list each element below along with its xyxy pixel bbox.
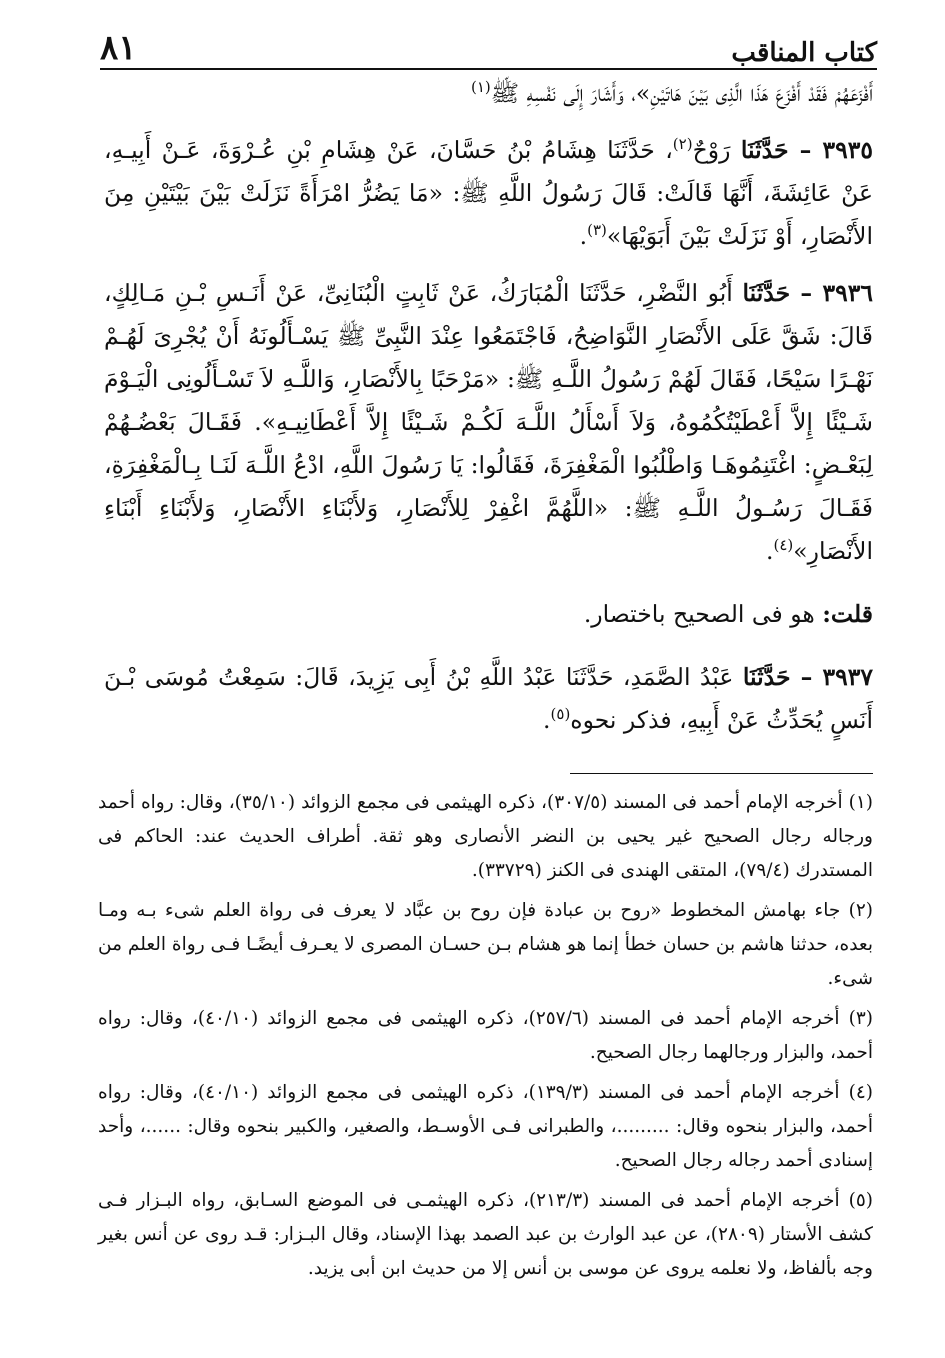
hadith-number: ٣٩٣٥	[822, 136, 873, 164]
footnote-number: (٢)	[848, 900, 873, 921]
footnote-ref: (٣)	[587, 221, 607, 240]
footnote-4: (٤) أخرجه الإمام أحمد فى المسند (١٣٩/٣)، ذكره الهيثمى فى مجمع الزوائد (٤٠/١٠)، وقال: رواه أحمد، والبزار بنحوه وقال: .........، والطبرانى فـى الأوسـط، والصغير، والكبير بنحوه وقال: ......، وأحد إسنادى أحمد رجاله رجال الصحيح.	[98, 1082, 873, 1171]
footnote-number: (٥)	[848, 1190, 873, 1211]
footnote-number: (٣)	[848, 1008, 873, 1029]
hadith-number: ٣٩٣٧	[822, 663, 874, 691]
isnad-opener: حَدَّثَنَا	[742, 663, 791, 691]
main-text	[104, 72, 873, 742]
footnotes	[98, 786, 873, 1292]
footnote-5: (٥) أخرجه الإمام أحمد فى المسند (٢١٣/٣)، ذكره الهيثمـى فى الموضع السـابق، رواه البـزار فـى كشف الأستار (٢٨٠٩)، عن عبد الوارث بن عبد الصمد بهذا الإسناد، وقال البـزار: قـد روى عن أنس بغير وجه بألفاظ، ولا نعلمه يروى عن موسى بن أنس إلا من حديث ابن أبى يزيد.	[98, 1190, 873, 1279]
hadith-3935: ٣٩٣٥ – حَدَّثَنَا رَوْحٌ$^{(٢)}$، حَدَّثَنَا هِشَامُ بْنُ حَسَّانَ، عَنْ هِشَامِ بْنِ عُـرْوَةَ، عَـنْ أَبِيـهِ، عَنْ عَائِشَةَ، أَنَّهَا قَالَتْ: قَالَ رَسُولُ اللَّهِ ﷺ: «مَا يَضُرُّ امْرَأَةً نَزَلَتْ بَيْنَ بَيْتَيْنِ مِنَ الأَنْصَارِ، أَوْ نَزَلَتْ بَيْنَ أَبَوَيْهَا»$^{(٣)}$.	[104, 135, 873, 250]
isnad-opener: حَدَّثَنَا	[742, 279, 791, 307]
header-rule	[100, 68, 877, 70]
footnote-number: (١)	[848, 792, 873, 813]
book-title: كتاب المناقب	[731, 38, 877, 68]
qult-label: قلت:	[822, 600, 873, 628]
footnote-1: (١) أخرجه الإمام أحمد فى المسند (٣٠٧/٥)، ذكره الهيثمى فى مجمع الزوائد (٣٥/١٠)، وقال: رواه أحمد ورجاله رجال الصحيح غير يحيى بن النضر الأنصارى وهو ثقة. أطراف الحديث عند: الحاكم فى المستدرك (٧٩/٤)، المتقى الهندى فى الكنز (٣٣٧٢٩).	[98, 792, 873, 881]
continuation-paragraph: أَفْزَعَهُمْ فَقَدْ أَفْزَعَ هَذَا الَّذِى بَيْنَ هَاتَيْنِ»، وَأَشَارَ إِلَى نَفْسِهِ ﷺ$^{(١)}$	[470, 78, 873, 107]
footnote-ref: (١)	[470, 78, 491, 97]
footnote-3: (٣) أخرجه الإمام أحمد فى المسند (٢٥٧/٦)، ذكره الهيثمى فى مجمع الزوائد (٤٠/١٠)، وقال: رواه أحمد، والبزار ورجالهما رجال الصحيح.	[98, 1008, 873, 1063]
page-number: ٨١	[100, 28, 137, 68]
footnote-ref: (٤)	[773, 536, 794, 555]
footnote-2: (٢) جاء بهامش المخطوط «روح بن عبادة فإن روح بن عبَّاد لا يعرف فى رواة العلم شىء بـه ومـا بعده، حدثنا هاشم بن حسان خطأ إنما هو هشام بـن حسـان المصرى لا يعـرف أيضًـا فـى رواة العلم من شىء.	[98, 900, 873, 989]
hadith-3937: ٣٩٣٧ – حَدَّثَنَا عَبْدُ الصَّمَدِ، حَدَّثَنَا عَبْدُ اللَّهِ بْنُ أَبِى يَزِيدَ، قَالَ: سَمِعْتُ مُوسَى بْـنَ أَنَسٍ يُحَدِّثُ عَنْ أَبِيهِ، فذكر نحوه$^{(٥)}$.	[104, 663, 874, 734]
isnad-opener: حَدَّثَنَا	[740, 136, 789, 164]
hadith-number: ٣٩٣٦	[822, 279, 873, 307]
footnote-separator	[570, 773, 873, 774]
footnote-ref: (٥)	[550, 705, 571, 724]
hadith-3936: ٣٩٣٦ – حَدَّثَنَا أَبُو النَّضْرِ، حَدَّثَنَا الْمُبَارَكُ، عَنْ ثَابِتٍ الْبُنَانِىِّ، عَنْ أَنَـسِ بْـنِ مَـالِكٍ، قَالَ: شَقَّ عَلَى الأَنْصَارِ النَّوَاضِحُ، فَاجْتَمَعُوا عِنْدَ النَّبِىِّ ﷺ يَسْـأَلُونَهُ أَنْ يُجْرِىَ لَهُـمْ نَهْـرًا سَيْحًا، فَقَالَ لَهُمْ رَسُولُ اللَّـهِ ﷺ: «مَرْحَبًا بِالأَنْصَارِ، وَاللَّـهِ لاَ تَسْـأَلُونِى الْيَـوْمَ شَـيْئًا إِلاَّ أَعْطَيْتُكُمُوهُ، وَلاَ أَسْأَلُ اللَّـهَ لَكُـمْ شَـيْئًا إِلاَّ أَعْطَانِيـهِ». فَقَـالَ بَعْضُـهُمْ لِبَعْـضٍ: اغْتَنِمُوهَـا وَاطْلُبُوا الْمَغْفِرَةَ، فَقَالُوا: يَا رَسُولَ اللَّهِ، ادْعُ اللَّـهَ لَنَـا بِـالْمَغْفِرَةِ، فَقَـالَ رَسُـولُ اللَّـهِ ﷺ: «اللَّهُمَّ اغْفِرْ لِلأَنْصَارِ، وَلأَبْنَاءِ الأَنْصَارِ، وَلأَبْنَاءِ أَبْنَاءِ الأَنْصَارِ»$^{(٤)}$.	[104, 279, 873, 565]
footnote-ref: (٢)	[672, 135, 693, 154]
editor-note: قلت: هو فى الصحيح باختصار.	[583, 600, 873, 628]
footnote-number: (٤)	[848, 1082, 873, 1103]
page-header	[100, 22, 877, 68]
